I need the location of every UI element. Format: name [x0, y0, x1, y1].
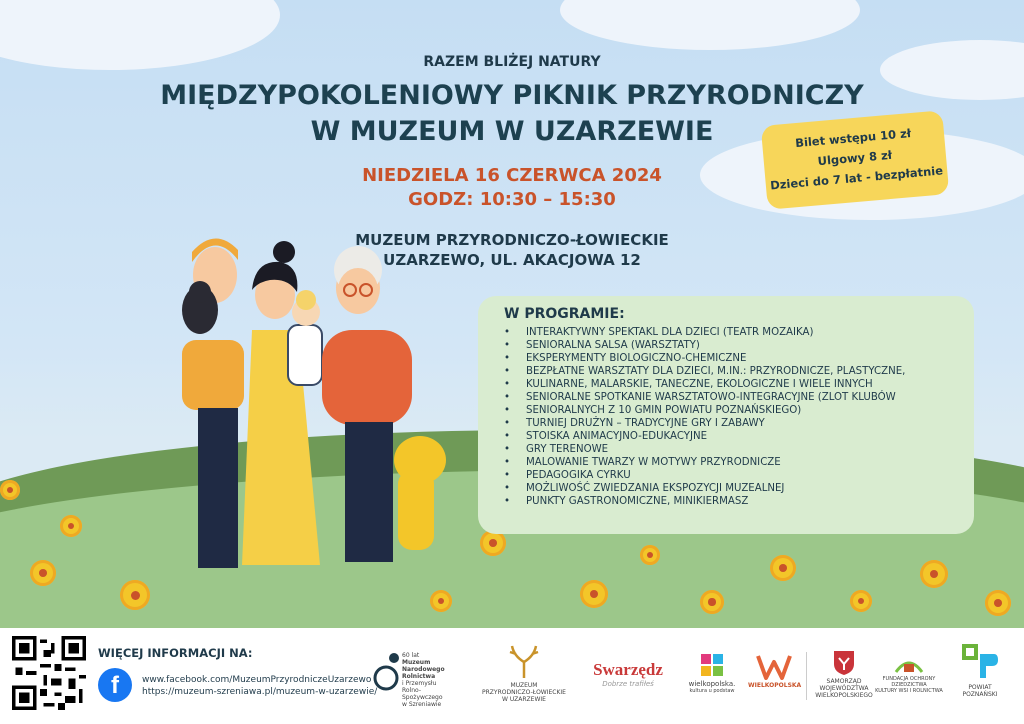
flower-icon [850, 590, 872, 612]
mnr-logo-icon [372, 652, 400, 692]
flower-icon [985, 590, 1011, 616]
more-info-label: WIĘCEJ INFORMACJI NA: [98, 646, 253, 660]
flower-icon [430, 590, 452, 612]
w-logo-icon [756, 654, 792, 680]
venue-line-2: UZARZEWO, UL. AKACJOWA 12 [383, 251, 641, 269]
program-item: • KULINARNE, MALARSKIE, TANECZNE, EKOLOGICZNE I WIELE INNYCH [504, 378, 956, 391]
flower-icon [60, 515, 82, 537]
facebook-icon[interactable]: f [98, 668, 132, 702]
program-item: • TURNIEJ DRUŻYN – TRADYCYJNE GRY I ZABAWY [504, 417, 956, 430]
logo-wielkopolska-kultura: wielkopolska. kultura u podstaw [682, 652, 742, 694]
flower-icon [120, 580, 150, 610]
footer-links [142, 674, 377, 698]
title-line-2: W MUZEUM W UZARZEWIE [310, 116, 714, 147]
flower-icon [0, 480, 20, 500]
website-link[interactable]: https://muzeum-szreniawa.pl/muzeum-w-uzarzewie/ [142, 687, 378, 697]
logo-powiat-poznanski: POWIAT POZNAŃSKI [952, 642, 1008, 698]
flower-icon [770, 555, 796, 581]
facebook-link[interactable]: www.facebook.com/MuzeumPrzyrodniczeUzarzewo [142, 675, 372, 685]
fundacja-logo-icon [894, 656, 924, 674]
footer [0, 628, 1024, 724]
ticket-line-3: Dzieci do 7 lat - bezpłatnie [769, 163, 944, 193]
program-heading: W PROGRAMIE: [504, 306, 625, 322]
eagle-shield-icon [833, 650, 855, 676]
qr-code-icon[interactable] [12, 636, 86, 710]
logo-fundacja: FUNDACJA OCHRONY DZIEDZICTWA KULTURY WSI I ROLNICTWA [872, 656, 946, 694]
logo-samorzad-wojewodztwa: SAMORZĄD WOJEWÓDZTWA WIELKOPOLSKIEGO [814, 650, 874, 699]
program-item: • SENIORALNA SALSA (WARSZTATY) [504, 339, 956, 352]
program-item: • MOŻLIWOŚĆ ZWIEDZANIA EKSPOZYCJI MUZEALNEJ [504, 482, 956, 495]
event-date: NIEDZIELA 16 CZERWCA 2024 [362, 165, 662, 186]
ticket-line-2: Ulgowy 8 zł [817, 147, 893, 169]
program-item: • MALOWANIE TWARZY W MOTYWY PRZYRODNICZE [504, 456, 956, 469]
program-item: • PEDAGOGIKA CYRKU [504, 469, 956, 482]
program-item: • BEZPŁATNE WARSZTATY DLA DZIECI, M.IN.: PRZYRODNICZE, PLASTYCZNE, [504, 365, 956, 378]
logo-muzeum-narodowe-rolnictwa: 60 lat Muzeum Narodowego Rolnictwa i Przemysłu Rolno-Spożywczego w Szreniawie [372, 652, 444, 708]
flower-icon [580, 580, 608, 608]
event-time: GODZ: 10:30 – 15:30 [408, 189, 616, 210]
ticket-line-1: Bilet wstępu 10 zł [794, 126, 912, 151]
event-venue [0, 230, 1024, 270]
program-list [504, 326, 956, 508]
wlkp-logo-icon [699, 652, 725, 678]
flower-icon [30, 560, 56, 586]
flower-icon [640, 545, 660, 565]
program-item: • STOISKA ANIMACYJNO-EDUKACYJNE [504, 430, 956, 443]
flower-icon [700, 590, 724, 614]
venue-line-1: MUZEUM PRZYRODNICZO-ŁOWIECKIE [355, 231, 669, 249]
program-box [478, 296, 974, 534]
program-item: • SENIORALNE SPOTKANIE WARSZTATOWO-INTEGRACYJNE (ZLOT KLUBÓW [504, 391, 956, 404]
title-line-1: MIĘDZYPOKOLENIOWY PIKNIK PRZYRODNICZY [160, 80, 864, 111]
program-item: • INTERAKTYWNY SPEKTAKL DLA DZIECI (TEATR MOZAIKA) [504, 326, 956, 339]
ticket-price-badge [761, 110, 950, 210]
logo-divider [806, 652, 807, 700]
family-illustration [170, 230, 470, 590]
cloud [560, 0, 860, 50]
kicker-text: RAZEM BLIŻEJ NATURY [423, 54, 601, 70]
flower-icon [920, 560, 948, 588]
logo-muzeum-przyrodniczo-lowieckie: MUZEUM PRZYRODNICZO-ŁOWIECKIE W UZARZEWIE [478, 644, 570, 703]
powiat-logo-icon [960, 642, 1000, 682]
program-item: • SENIORALNYCH Z 10 GMIN POWIATU POZNAŃSKIEGO) [504, 404, 956, 417]
logo-swarzedz: Swarzędz Dobrze trafiłeś [593, 660, 663, 688]
program-item: • GRY TERENOWE [504, 443, 956, 456]
logo-wielkopolska: WIELKOPOLSKA [748, 654, 800, 689]
program-item: • PUNKTY GASTRONOMICZNE, MINIKIERMASZ [504, 495, 956, 508]
program-item: • EKSPERYMENTY BIOLOGICZNO-CHEMICZNE [504, 352, 956, 365]
antlers-icon [504, 644, 544, 680]
